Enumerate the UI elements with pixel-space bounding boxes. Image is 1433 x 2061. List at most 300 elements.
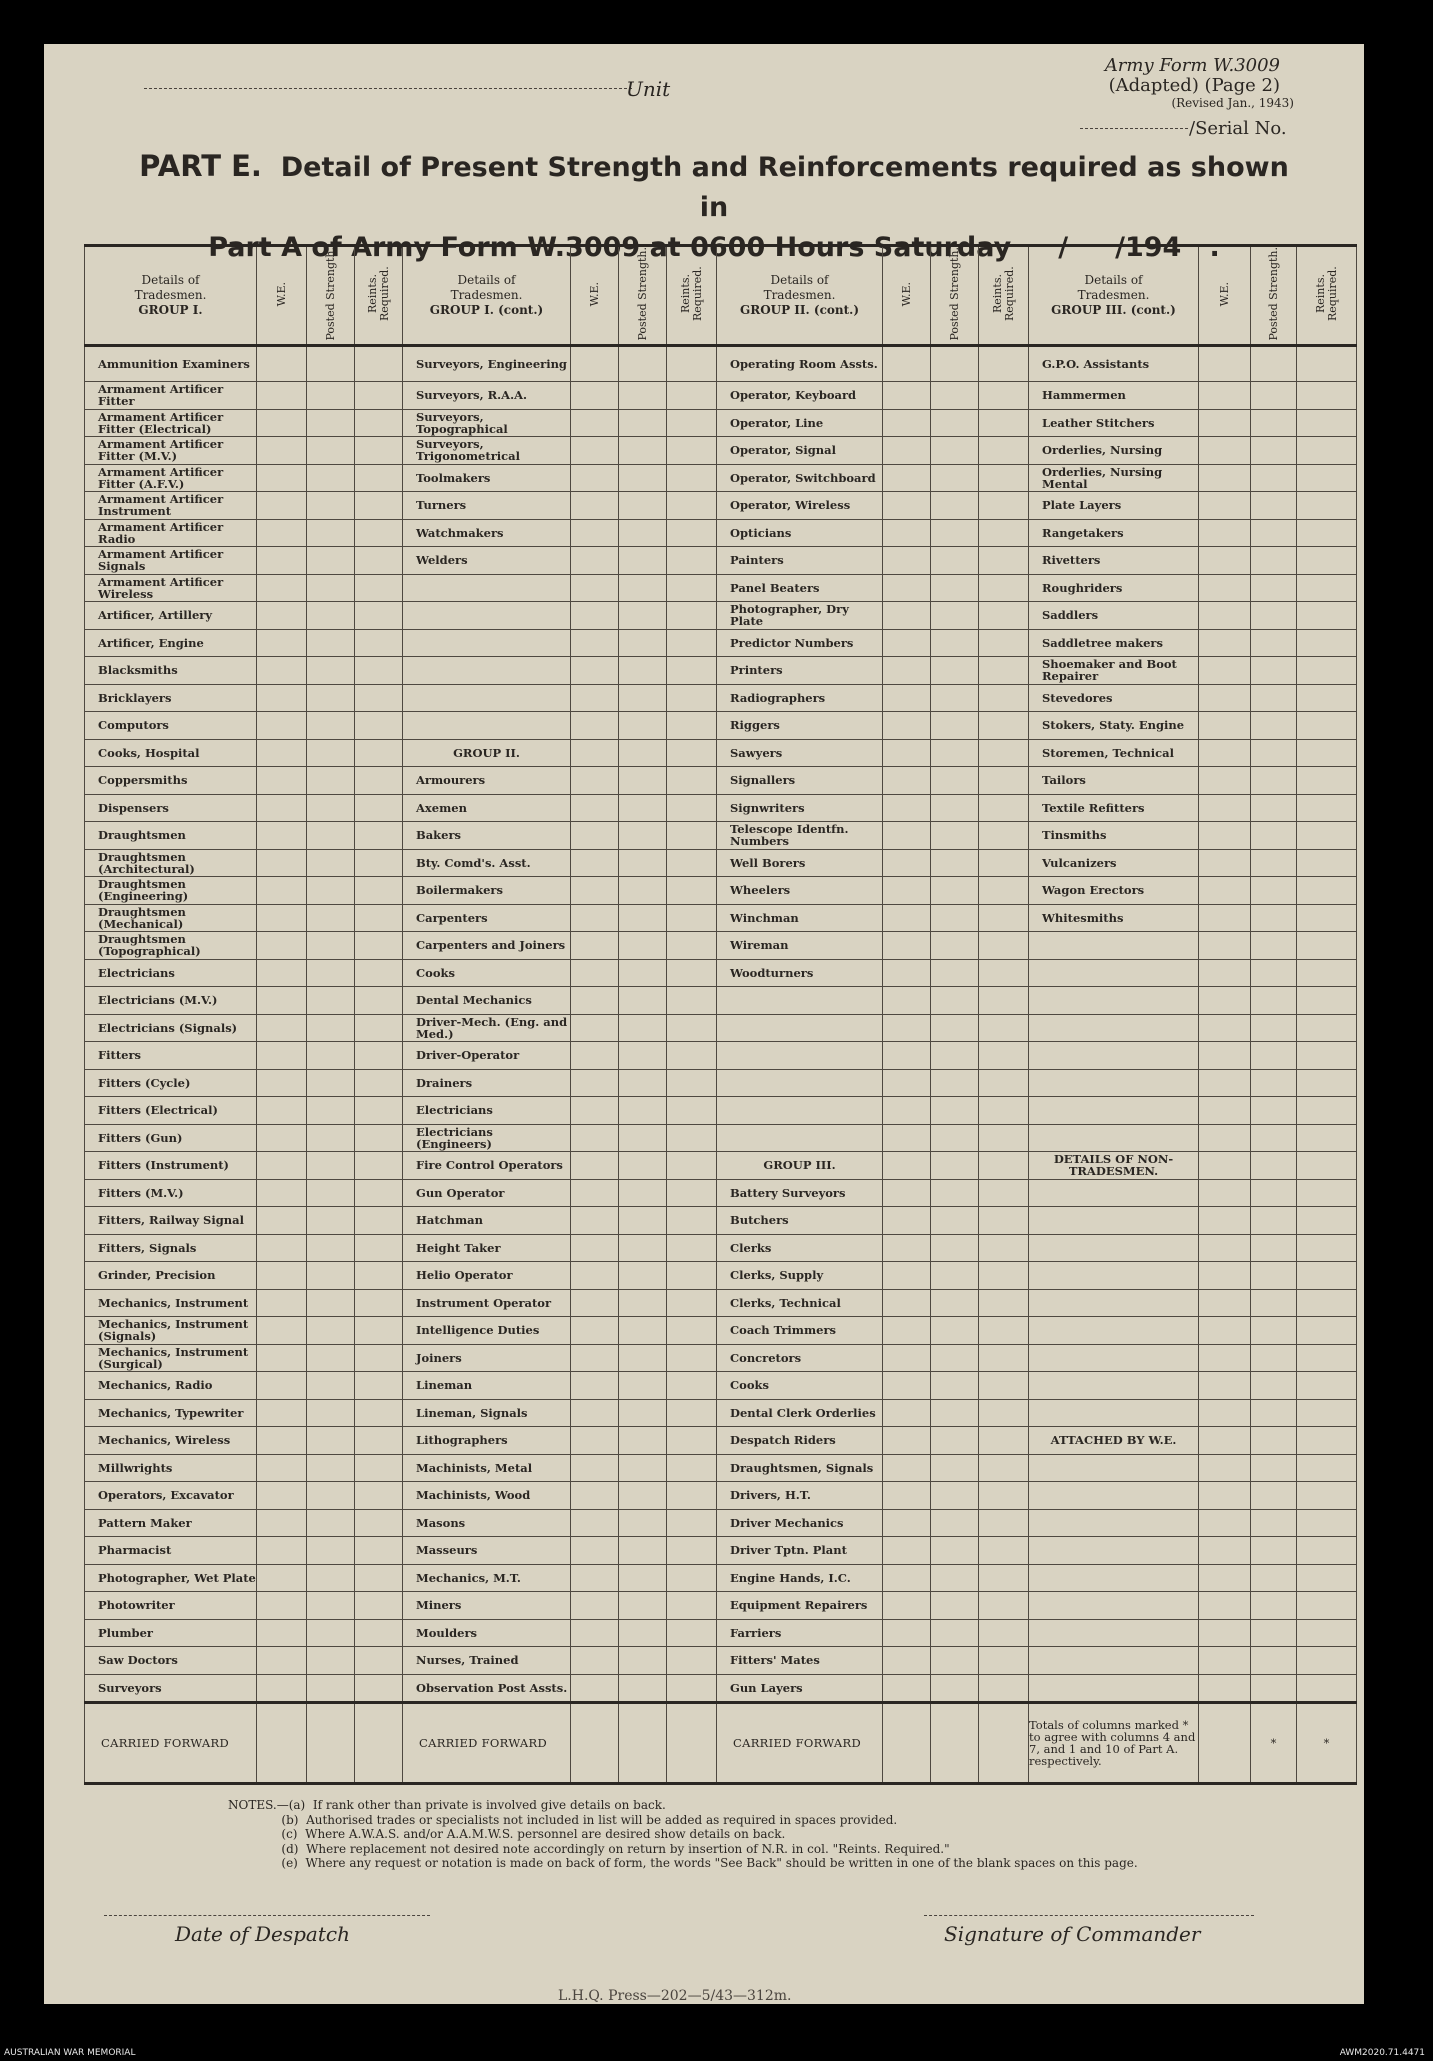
posted-strength-cell[interactable] bbox=[931, 382, 979, 410]
we-cell[interactable] bbox=[571, 1042, 619, 1070]
asterisk-mark[interactable]: * bbox=[1251, 1703, 1297, 1784]
reints-required-cell[interactable] bbox=[667, 1317, 717, 1345]
posted-strength-cell[interactable] bbox=[307, 629, 355, 657]
we-cell[interactable] bbox=[571, 767, 619, 795]
we-cell[interactable] bbox=[257, 1262, 307, 1290]
reints-required-cell[interactable] bbox=[1297, 932, 1357, 960]
reints-required-cell[interactable] bbox=[1297, 1234, 1357, 1262]
reints-required-cell[interactable] bbox=[667, 464, 717, 492]
posted-strength-cell[interactable] bbox=[307, 409, 355, 437]
reints-required-cell[interactable] bbox=[1297, 1592, 1357, 1620]
posted-strength-cell[interactable] bbox=[619, 1317, 667, 1345]
posted-strength-cell[interactable] bbox=[1251, 1399, 1297, 1427]
reints-required-cell[interactable] bbox=[355, 684, 403, 712]
we-cell[interactable] bbox=[571, 739, 619, 767]
reints-required-cell[interactable] bbox=[1297, 382, 1357, 410]
reints-required-cell[interactable] bbox=[667, 1703, 717, 1784]
we-cell[interactable] bbox=[257, 1124, 307, 1152]
reints-required-cell[interactable] bbox=[355, 987, 403, 1015]
we-cell[interactable] bbox=[883, 629, 931, 657]
reints-required-cell[interactable] bbox=[667, 1564, 717, 1592]
reints-required-cell[interactable] bbox=[1297, 1042, 1357, 1070]
we-cell[interactable] bbox=[257, 1647, 307, 1675]
reints-required-cell[interactable] bbox=[979, 547, 1029, 575]
posted-strength-cell[interactable] bbox=[307, 794, 355, 822]
reints-required-cell[interactable] bbox=[355, 382, 403, 410]
we-cell[interactable] bbox=[883, 822, 931, 850]
reints-required-cell[interactable] bbox=[355, 1564, 403, 1592]
reints-required-cell[interactable] bbox=[355, 932, 403, 960]
we-cell[interactable] bbox=[257, 739, 307, 767]
reints-required-cell[interactable] bbox=[1297, 574, 1357, 602]
reints-required-cell[interactable] bbox=[1297, 1152, 1357, 1180]
reints-required-cell[interactable] bbox=[1297, 437, 1357, 465]
we-cell[interactable] bbox=[257, 1399, 307, 1427]
posted-strength-cell[interactable] bbox=[1251, 1619, 1297, 1647]
we-cell[interactable] bbox=[1199, 437, 1251, 465]
reints-required-cell[interactable] bbox=[667, 1234, 717, 1262]
posted-strength-cell[interactable] bbox=[1251, 1454, 1297, 1482]
posted-strength-cell[interactable] bbox=[619, 519, 667, 547]
reints-required-cell[interactable] bbox=[667, 1207, 717, 1235]
reints-required-cell[interactable] bbox=[667, 346, 717, 382]
we-cell[interactable] bbox=[257, 1234, 307, 1262]
we-cell[interactable] bbox=[571, 1372, 619, 1400]
reints-required-cell[interactable] bbox=[1297, 1509, 1357, 1537]
posted-strength-cell[interactable] bbox=[1251, 437, 1297, 465]
reints-required-cell[interactable] bbox=[355, 1482, 403, 1510]
reints-required-cell[interactable] bbox=[355, 1289, 403, 1317]
we-cell[interactable] bbox=[1199, 1399, 1251, 1427]
we-cell[interactable] bbox=[883, 1703, 931, 1784]
posted-strength-cell[interactable] bbox=[619, 1069, 667, 1097]
reints-required-cell[interactable] bbox=[1297, 346, 1357, 382]
posted-strength-cell[interactable] bbox=[307, 1427, 355, 1455]
reints-required-cell[interactable] bbox=[355, 1537, 403, 1565]
posted-strength-cell[interactable] bbox=[619, 987, 667, 1015]
posted-strength-cell[interactable] bbox=[1251, 1564, 1297, 1592]
posted-strength-cell[interactable] bbox=[307, 1262, 355, 1290]
we-cell[interactable] bbox=[257, 519, 307, 547]
posted-strength-cell[interactable] bbox=[931, 574, 979, 602]
posted-strength-cell[interactable] bbox=[1251, 987, 1297, 1015]
we-cell[interactable] bbox=[571, 822, 619, 850]
posted-strength-cell[interactable] bbox=[307, 959, 355, 987]
we-cell[interactable] bbox=[257, 1152, 307, 1180]
we-cell[interactable] bbox=[1199, 1289, 1251, 1317]
we-cell[interactable] bbox=[883, 1097, 931, 1125]
we-cell[interactable] bbox=[571, 346, 619, 382]
reints-required-cell[interactable] bbox=[1297, 1619, 1357, 1647]
reints-required-cell[interactable] bbox=[355, 1647, 403, 1675]
we-cell[interactable] bbox=[1199, 1124, 1251, 1152]
posted-strength-cell[interactable] bbox=[931, 547, 979, 575]
posted-strength-cell[interactable] bbox=[619, 1124, 667, 1152]
we-cell[interactable] bbox=[883, 657, 931, 685]
we-cell[interactable] bbox=[257, 657, 307, 685]
reints-required-cell[interactable] bbox=[667, 1454, 717, 1482]
we-cell[interactable] bbox=[571, 492, 619, 520]
we-cell[interactable] bbox=[1199, 1703, 1251, 1784]
posted-strength-cell[interactable] bbox=[307, 767, 355, 795]
we-cell[interactable] bbox=[1199, 904, 1251, 932]
reints-required-cell[interactable] bbox=[667, 959, 717, 987]
posted-strength-cell[interactable] bbox=[1251, 1097, 1297, 1125]
reints-required-cell[interactable] bbox=[979, 1262, 1029, 1290]
posted-strength-cell[interactable] bbox=[307, 492, 355, 520]
we-cell[interactable] bbox=[1199, 822, 1251, 850]
we-cell[interactable] bbox=[257, 1097, 307, 1125]
we-cell[interactable] bbox=[257, 492, 307, 520]
posted-strength-cell[interactable] bbox=[619, 1509, 667, 1537]
reints-required-cell[interactable] bbox=[1297, 1372, 1357, 1400]
posted-strength-cell[interactable] bbox=[1251, 574, 1297, 602]
posted-strength-cell[interactable] bbox=[931, 822, 979, 850]
we-cell[interactable] bbox=[1199, 1014, 1251, 1042]
we-cell[interactable] bbox=[571, 1454, 619, 1482]
posted-strength-cell[interactable] bbox=[931, 1234, 979, 1262]
reints-required-cell[interactable] bbox=[355, 1372, 403, 1400]
we-cell[interactable] bbox=[883, 1042, 931, 1070]
posted-strength-cell[interactable] bbox=[931, 1014, 979, 1042]
reints-required-cell[interactable] bbox=[979, 1069, 1029, 1097]
posted-strength-cell[interactable] bbox=[931, 1674, 979, 1703]
we-cell[interactable] bbox=[1199, 409, 1251, 437]
posted-strength-cell[interactable] bbox=[931, 959, 979, 987]
posted-strength-cell[interactable] bbox=[307, 464, 355, 492]
we-cell[interactable] bbox=[571, 547, 619, 575]
reints-required-cell[interactable] bbox=[667, 849, 717, 877]
reints-required-cell[interactable] bbox=[667, 1537, 717, 1565]
we-cell[interactable] bbox=[1199, 767, 1251, 795]
we-cell[interactable] bbox=[883, 1564, 931, 1592]
we-cell[interactable] bbox=[571, 519, 619, 547]
we-cell[interactable] bbox=[571, 1482, 619, 1510]
posted-strength-cell[interactable] bbox=[307, 437, 355, 465]
we-cell[interactable] bbox=[883, 1674, 931, 1703]
reints-required-cell[interactable] bbox=[667, 932, 717, 960]
reints-required-cell[interactable] bbox=[355, 1674, 403, 1703]
posted-strength-cell[interactable] bbox=[307, 849, 355, 877]
reints-required-cell[interactable] bbox=[979, 1317, 1029, 1345]
posted-strength-cell[interactable] bbox=[931, 409, 979, 437]
reints-required-cell[interactable] bbox=[979, 382, 1029, 410]
reints-required-cell[interactable] bbox=[667, 1179, 717, 1207]
reints-required-cell[interactable] bbox=[667, 684, 717, 712]
we-cell[interactable] bbox=[571, 382, 619, 410]
posted-strength-cell[interactable] bbox=[619, 1152, 667, 1180]
we-cell[interactable] bbox=[257, 767, 307, 795]
posted-strength-cell[interactable] bbox=[931, 492, 979, 520]
reints-required-cell[interactable] bbox=[1297, 684, 1357, 712]
posted-strength-cell[interactable] bbox=[931, 1619, 979, 1647]
posted-strength-cell[interactable] bbox=[1251, 1207, 1297, 1235]
reints-required-cell[interactable] bbox=[1297, 492, 1357, 520]
posted-strength-cell[interactable] bbox=[931, 987, 979, 1015]
we-cell[interactable] bbox=[883, 987, 931, 1015]
we-cell[interactable] bbox=[1199, 1674, 1251, 1703]
posted-strength-cell[interactable] bbox=[931, 629, 979, 657]
reints-required-cell[interactable] bbox=[355, 849, 403, 877]
we-cell[interactable] bbox=[257, 932, 307, 960]
we-cell[interactable] bbox=[1199, 1454, 1251, 1482]
we-cell[interactable] bbox=[1199, 877, 1251, 905]
reints-required-cell[interactable] bbox=[355, 1509, 403, 1537]
we-cell[interactable] bbox=[257, 1289, 307, 1317]
reints-required-cell[interactable] bbox=[355, 547, 403, 575]
reints-required-cell[interactable] bbox=[1297, 794, 1357, 822]
posted-strength-cell[interactable] bbox=[931, 1069, 979, 1097]
reints-required-cell[interactable] bbox=[979, 849, 1029, 877]
posted-strength-cell[interactable] bbox=[931, 1317, 979, 1345]
we-cell[interactable] bbox=[1199, 849, 1251, 877]
we-cell[interactable] bbox=[257, 794, 307, 822]
we-cell[interactable] bbox=[1199, 1179, 1251, 1207]
reints-required-cell[interactable] bbox=[1297, 1564, 1357, 1592]
posted-strength-cell[interactable] bbox=[931, 1454, 979, 1482]
we-cell[interactable] bbox=[571, 1344, 619, 1372]
posted-strength-cell[interactable] bbox=[931, 602, 979, 630]
reints-required-cell[interactable] bbox=[355, 1207, 403, 1235]
posted-strength-cell[interactable] bbox=[307, 1317, 355, 1345]
reints-required-cell[interactable] bbox=[355, 1014, 403, 1042]
we-cell[interactable] bbox=[571, 1289, 619, 1317]
posted-strength-cell[interactable] bbox=[619, 1344, 667, 1372]
reints-required-cell[interactable] bbox=[979, 629, 1029, 657]
reints-required-cell[interactable] bbox=[1297, 657, 1357, 685]
reints-required-cell[interactable] bbox=[355, 1152, 403, 1180]
reints-required-cell[interactable] bbox=[979, 492, 1029, 520]
reints-required-cell[interactable] bbox=[667, 629, 717, 657]
posted-strength-cell[interactable] bbox=[307, 1674, 355, 1703]
we-cell[interactable] bbox=[571, 712, 619, 740]
we-cell[interactable] bbox=[1199, 1482, 1251, 1510]
reints-required-cell[interactable] bbox=[1297, 464, 1357, 492]
we-cell[interactable] bbox=[571, 629, 619, 657]
we-cell[interactable] bbox=[1199, 1317, 1251, 1345]
reints-required-cell[interactable] bbox=[355, 1427, 403, 1455]
reints-required-cell[interactable] bbox=[1297, 629, 1357, 657]
we-cell[interactable] bbox=[257, 1207, 307, 1235]
reints-required-cell[interactable] bbox=[979, 1427, 1029, 1455]
posted-strength-cell[interactable] bbox=[1251, 1069, 1297, 1097]
we-cell[interactable] bbox=[571, 1014, 619, 1042]
posted-strength-cell[interactable] bbox=[619, 1619, 667, 1647]
reints-required-cell[interactable] bbox=[979, 932, 1029, 960]
posted-strength-cell[interactable] bbox=[931, 1262, 979, 1290]
we-cell[interactable] bbox=[257, 1042, 307, 1070]
we-cell[interactable] bbox=[257, 1592, 307, 1620]
posted-strength-cell[interactable] bbox=[931, 1537, 979, 1565]
posted-strength-cell[interactable] bbox=[307, 1152, 355, 1180]
posted-strength-cell[interactable] bbox=[307, 1509, 355, 1537]
we-cell[interactable] bbox=[257, 1069, 307, 1097]
reints-required-cell[interactable] bbox=[1297, 1647, 1357, 1675]
posted-strength-cell[interactable] bbox=[1251, 684, 1297, 712]
reints-required-cell[interactable] bbox=[667, 904, 717, 932]
reints-required-cell[interactable] bbox=[355, 904, 403, 932]
reints-required-cell[interactable] bbox=[1297, 1482, 1357, 1510]
reints-required-cell[interactable] bbox=[355, 1317, 403, 1345]
posted-strength-cell[interactable] bbox=[931, 1509, 979, 1537]
posted-strength-cell[interactable] bbox=[931, 1703, 979, 1784]
reints-required-cell[interactable] bbox=[979, 1592, 1029, 1620]
posted-strength-cell[interactable] bbox=[307, 1399, 355, 1427]
reints-required-cell[interactable] bbox=[355, 822, 403, 850]
reints-required-cell[interactable] bbox=[667, 1372, 717, 1400]
reints-required-cell[interactable] bbox=[667, 547, 717, 575]
posted-strength-cell[interactable] bbox=[619, 794, 667, 822]
posted-strength-cell[interactable] bbox=[1251, 1289, 1297, 1317]
posted-strength-cell[interactable] bbox=[1251, 712, 1297, 740]
we-cell[interactable] bbox=[883, 1647, 931, 1675]
posted-strength-cell[interactable] bbox=[931, 1344, 979, 1372]
posted-strength-cell[interactable] bbox=[619, 1399, 667, 1427]
reints-required-cell[interactable] bbox=[1297, 602, 1357, 630]
posted-strength-cell[interactable] bbox=[1251, 767, 1297, 795]
we-cell[interactable] bbox=[571, 409, 619, 437]
posted-strength-cell[interactable] bbox=[1251, 849, 1297, 877]
posted-strength-cell[interactable] bbox=[931, 1042, 979, 1070]
we-cell[interactable] bbox=[571, 1207, 619, 1235]
we-cell[interactable] bbox=[571, 1647, 619, 1675]
posted-strength-cell[interactable] bbox=[619, 437, 667, 465]
posted-strength-cell[interactable] bbox=[619, 684, 667, 712]
posted-strength-cell[interactable] bbox=[931, 1124, 979, 1152]
reints-required-cell[interactable] bbox=[667, 657, 717, 685]
posted-strength-cell[interactable] bbox=[619, 1262, 667, 1290]
posted-strength-cell[interactable] bbox=[619, 382, 667, 410]
posted-strength-cell[interactable] bbox=[307, 684, 355, 712]
posted-strength-cell[interactable] bbox=[1251, 409, 1297, 437]
we-cell[interactable] bbox=[257, 1703, 307, 1784]
we-cell[interactable] bbox=[257, 1454, 307, 1482]
posted-strength-cell[interactable] bbox=[1251, 904, 1297, 932]
reints-required-cell[interactable] bbox=[355, 346, 403, 382]
reints-required-cell[interactable] bbox=[979, 1454, 1029, 1482]
we-cell[interactable] bbox=[257, 437, 307, 465]
posted-strength-cell[interactable] bbox=[619, 1372, 667, 1400]
we-cell[interactable] bbox=[883, 382, 931, 410]
reints-required-cell[interactable] bbox=[979, 1042, 1029, 1070]
posted-strength-cell[interactable] bbox=[931, 684, 979, 712]
posted-strength-cell[interactable] bbox=[307, 1124, 355, 1152]
we-cell[interactable] bbox=[571, 1234, 619, 1262]
we-cell[interactable] bbox=[257, 1372, 307, 1400]
reints-required-cell[interactable] bbox=[667, 822, 717, 850]
posted-strength-cell[interactable] bbox=[931, 794, 979, 822]
we-cell[interactable] bbox=[571, 1317, 619, 1345]
reints-required-cell[interactable] bbox=[1297, 822, 1357, 850]
we-cell[interactable] bbox=[1199, 1537, 1251, 1565]
reints-required-cell[interactable] bbox=[355, 1179, 403, 1207]
reints-required-cell[interactable] bbox=[1297, 1289, 1357, 1317]
asterisk-mark[interactable]: * bbox=[1297, 1703, 1357, 1784]
posted-strength-cell[interactable] bbox=[619, 822, 667, 850]
posted-strength-cell[interactable] bbox=[619, 1592, 667, 1620]
posted-strength-cell[interactable] bbox=[1251, 1372, 1297, 1400]
posted-strength-cell[interactable] bbox=[1251, 1647, 1297, 1675]
posted-strength-cell[interactable] bbox=[1251, 1427, 1297, 1455]
posted-strength-cell[interactable] bbox=[307, 712, 355, 740]
posted-strength-cell[interactable] bbox=[307, 602, 355, 630]
reints-required-cell[interactable] bbox=[667, 382, 717, 410]
we-cell[interactable] bbox=[1199, 932, 1251, 960]
we-cell[interactable] bbox=[883, 1427, 931, 1455]
posted-strength-cell[interactable] bbox=[307, 1207, 355, 1235]
reints-required-cell[interactable] bbox=[667, 1069, 717, 1097]
posted-strength-cell[interactable] bbox=[307, 1537, 355, 1565]
we-cell[interactable] bbox=[571, 987, 619, 1015]
reints-required-cell[interactable] bbox=[355, 1703, 403, 1784]
we-cell[interactable] bbox=[1199, 519, 1251, 547]
posted-strength-cell[interactable] bbox=[307, 1372, 355, 1400]
posted-strength-cell[interactable] bbox=[619, 904, 667, 932]
we-cell[interactable] bbox=[571, 574, 619, 602]
reints-required-cell[interactable] bbox=[1297, 1537, 1357, 1565]
posted-strength-cell[interactable] bbox=[1251, 1592, 1297, 1620]
posted-strength-cell[interactable] bbox=[307, 1234, 355, 1262]
posted-strength-cell[interactable] bbox=[931, 1592, 979, 1620]
reints-required-cell[interactable] bbox=[355, 409, 403, 437]
posted-strength-cell[interactable] bbox=[931, 1372, 979, 1400]
reints-required-cell[interactable] bbox=[667, 712, 717, 740]
we-cell[interactable] bbox=[1199, 1207, 1251, 1235]
reints-required-cell[interactable] bbox=[1297, 1207, 1357, 1235]
we-cell[interactable] bbox=[571, 437, 619, 465]
we-cell[interactable] bbox=[1199, 1152, 1251, 1180]
we-cell[interactable] bbox=[257, 684, 307, 712]
we-cell[interactable] bbox=[883, 1179, 931, 1207]
we-cell[interactable] bbox=[883, 409, 931, 437]
we-cell[interactable] bbox=[883, 1289, 931, 1317]
reints-required-cell[interactable] bbox=[979, 1014, 1029, 1042]
we-cell[interactable] bbox=[1199, 987, 1251, 1015]
posted-strength-cell[interactable] bbox=[307, 877, 355, 905]
posted-strength-cell[interactable] bbox=[307, 739, 355, 767]
reints-required-cell[interactable] bbox=[667, 877, 717, 905]
reints-required-cell[interactable] bbox=[667, 1262, 717, 1290]
posted-strength-cell[interactable] bbox=[1251, 1014, 1297, 1042]
posted-strength-cell[interactable] bbox=[1251, 629, 1297, 657]
we-cell[interactable] bbox=[571, 1674, 619, 1703]
we-cell[interactable] bbox=[571, 932, 619, 960]
posted-strength-cell[interactable] bbox=[307, 1592, 355, 1620]
we-cell[interactable] bbox=[883, 1592, 931, 1620]
reints-required-cell[interactable] bbox=[667, 1042, 717, 1070]
we-cell[interactable] bbox=[883, 492, 931, 520]
we-cell[interactable] bbox=[571, 1152, 619, 1180]
we-cell[interactable] bbox=[883, 849, 931, 877]
posted-strength-cell[interactable] bbox=[619, 1014, 667, 1042]
posted-strength-cell[interactable] bbox=[307, 987, 355, 1015]
posted-strength-cell[interactable] bbox=[1251, 1124, 1297, 1152]
posted-strength-cell[interactable] bbox=[307, 346, 355, 382]
reints-required-cell[interactable] bbox=[355, 519, 403, 547]
posted-strength-cell[interactable] bbox=[1251, 959, 1297, 987]
we-cell[interactable] bbox=[571, 1399, 619, 1427]
posted-strength-cell[interactable] bbox=[307, 1014, 355, 1042]
reints-required-cell[interactable] bbox=[979, 904, 1029, 932]
posted-strength-cell[interactable] bbox=[931, 657, 979, 685]
we-cell[interactable] bbox=[883, 1014, 931, 1042]
posted-strength-cell[interactable] bbox=[307, 1703, 355, 1784]
we-cell[interactable] bbox=[1199, 464, 1251, 492]
reints-required-cell[interactable] bbox=[979, 684, 1029, 712]
reints-required-cell[interactable] bbox=[355, 739, 403, 767]
posted-strength-cell[interactable] bbox=[307, 657, 355, 685]
posted-strength-cell[interactable] bbox=[619, 492, 667, 520]
